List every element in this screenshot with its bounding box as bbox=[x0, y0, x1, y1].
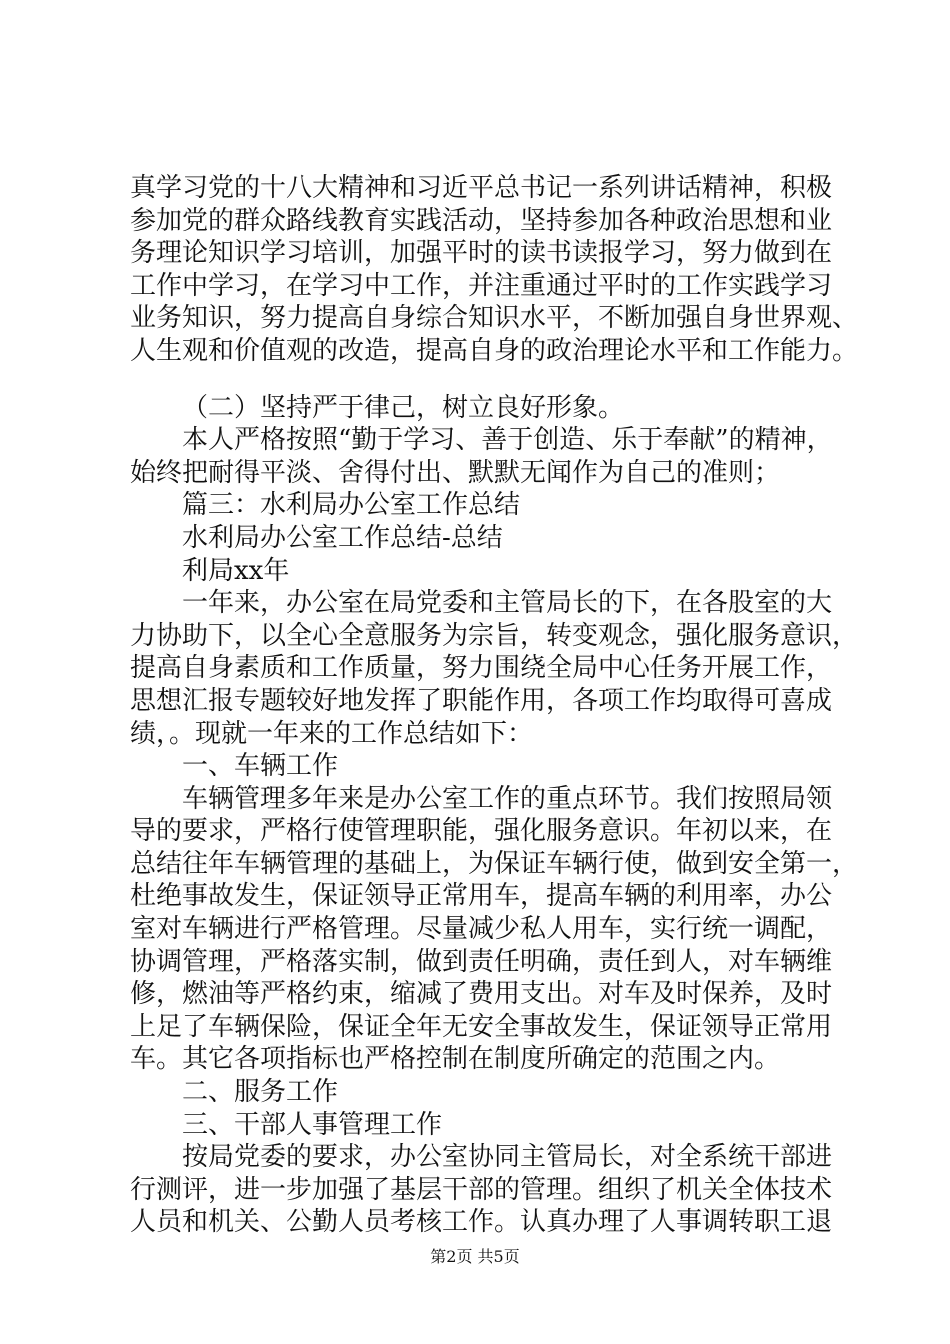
text-line: 人员和机关、公勤人员考核工作。认真办理了人事调转职工退 bbox=[130, 1207, 833, 1238]
text-line: 力协助下，以全心全意服务为宗旨，转变观念，强化服务意识， bbox=[130, 620, 859, 651]
text-line: 导的要求，严格行使管理职能，强化服务意识。年初以来，在 bbox=[130, 816, 833, 847]
text-line: 上足了车辆保险，保证全年无安全事故发生，保证领导正常用 bbox=[130, 1011, 833, 1042]
text-line: 杜绝事故发生，保证领导正常用车，提高车辆的利用率，办公 bbox=[130, 881, 833, 912]
text-line: 三、干部人事管理工作 bbox=[182, 1109, 443, 1140]
text-line: 提高自身素质和工作质量，努力围绕全局中心任务开展工作， bbox=[130, 653, 833, 684]
paragraph-group-2 bbox=[130, 392, 859, 1239]
text-line: 车辆管理多年来是办公室工作的重点环节。我们按照局领 bbox=[182, 783, 833, 814]
text-line: （二）坚持严于律己，树立良好形象。 bbox=[182, 392, 625, 423]
text-line: 始终把耐得平淡、舍得付出、默默无闻作为自己的准则； bbox=[130, 457, 781, 488]
text-line: 本人严格按照“勤于学习、善于创造、乐于奉献”的精神， bbox=[182, 425, 833, 456]
text-line: 车。其它各项指标也严格控制在制度所确定的范围之内。 bbox=[130, 1044, 781, 1075]
text-line: 协调管理，严格落实制，做到责任明确，责任到人，对车辆维 bbox=[130, 946, 833, 977]
paragraph-spacer bbox=[130, 368, 830, 392]
text-line: 二、服务工作 bbox=[182, 1077, 339, 1108]
page-number-footer: 第2页 共5页 bbox=[430, 1247, 520, 1266]
text-line: 室对车辆进行严格管理。尽量减少私人用车，实行统一调配， bbox=[130, 914, 833, 945]
document-body bbox=[130, 172, 859, 1239]
text-line: 一、车辆工作 bbox=[182, 751, 339, 782]
text-line: 利局xx年 bbox=[182, 555, 290, 586]
text-line: 业务知识，努力提高自身综合知识水平，不断加强自身世界观、 bbox=[130, 303, 859, 334]
text-line: 篇三：水利局办公室工作总结 bbox=[182, 490, 521, 521]
text-line: 绩，。现就一年来的工作总结如下： bbox=[130, 718, 534, 749]
text-line: 按局党委的要求，办公室协同主管局长，对全系统干部进 bbox=[182, 1142, 833, 1173]
text-line: 水利局办公室工作总结-总结 bbox=[182, 522, 503, 553]
text-line: 思想汇报专题较好地发挥了职能作用，各项工作均取得可喜成 bbox=[130, 685, 833, 716]
text-line: 一年来，办公室在局党委和主管局长的下，在各股室的大 bbox=[182, 588, 833, 619]
text-line: 人生观和价值观的改造，提高自身的政治理论水平和工作能力。 bbox=[130, 335, 859, 366]
text-line: 行测评，进一步加强了基层干部的管理。组织了机关全体技术 bbox=[130, 1174, 833, 1205]
paragraph-group-1 bbox=[130, 172, 859, 368]
text-line: 务理论知识学习培训，加强平时的读书读报学习，努力做到在 bbox=[130, 238, 833, 269]
text-line: 真学习党的十八大精神和习近平总书记一系列讲话精神，积极 bbox=[130, 173, 833, 203]
text-line: 参加党的群众路线教育实践活动，坚持参加各种政治思想和业 bbox=[130, 205, 833, 236]
text-line: 工作中学习，在学习中工作，并注重通过平时的工作实践学习 bbox=[130, 270, 833, 301]
text-line: 总结往年车辆管理的基础上，为保证车辆行使，做到安全第一， bbox=[130, 848, 859, 879]
text-line: 修，燃油等严格约束，缩减了费用支出。对车及时保养，及时 bbox=[130, 979, 833, 1010]
